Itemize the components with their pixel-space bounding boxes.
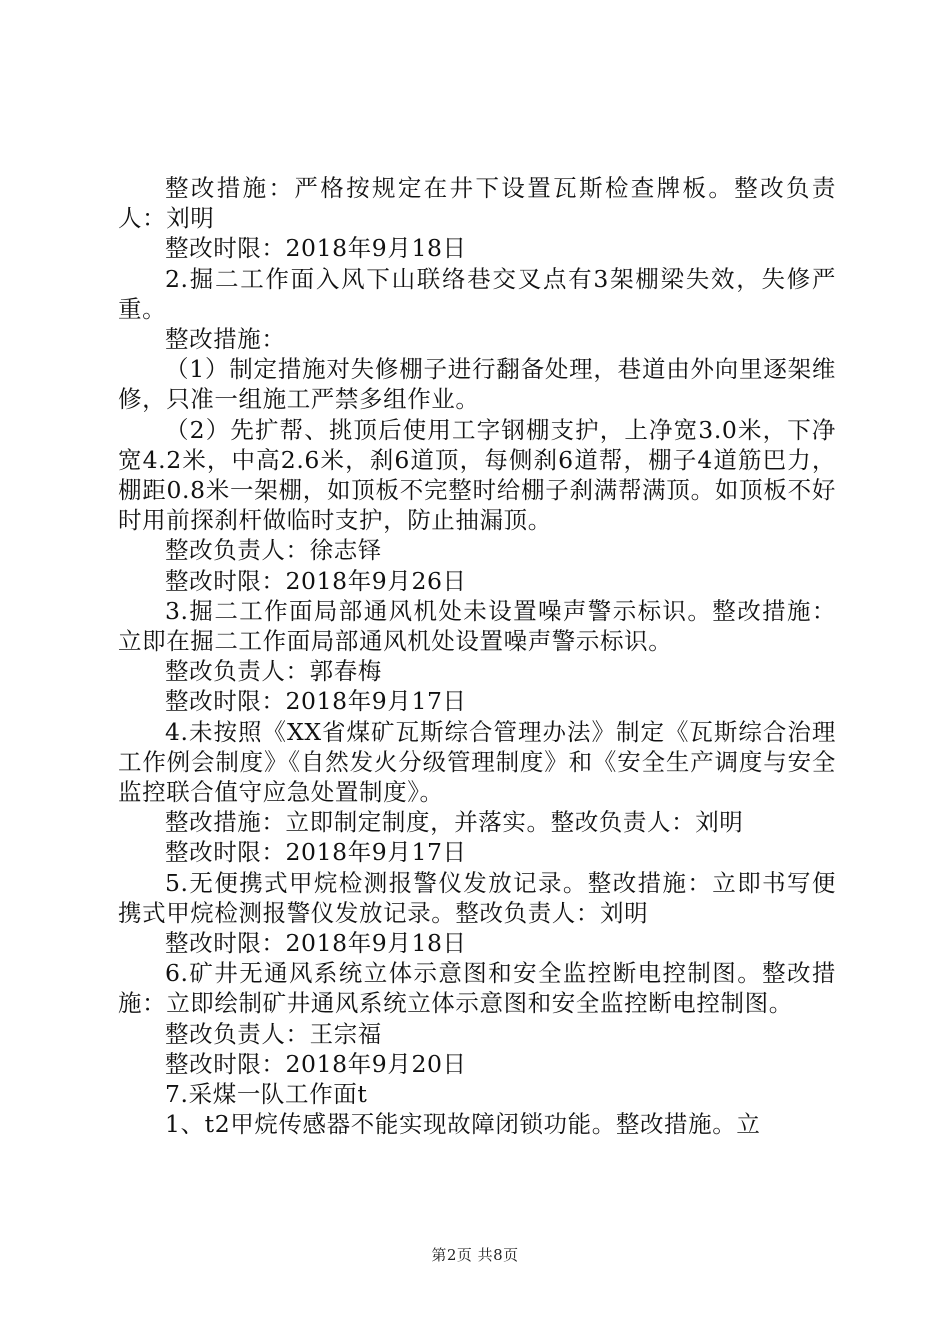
paragraph-measures-heading: 整改措施： bbox=[165, 325, 286, 354]
page-footer: 第2页 共8页 bbox=[431, 1246, 519, 1264]
paragraph-item-6: 6.矿井无通风系统立体示意图和安全监控断电控制图。整改措施：立即绘制矿井通风系统立体示意图和安全监控断电控制图。 bbox=[118, 959, 836, 1018]
paragraph-item-7-sub-1: 1、t2甲烷传感器不能实现故障闭锁功能。整改措施。立 bbox=[165, 1110, 761, 1139]
paragraph-item-3: 3.掘二工作面局部通风机处未设置噪声警示标识。整改措施：立即在掘二工作面局部通风机处设置噪声警示标识。 bbox=[118, 596, 836, 656]
paragraph-deadline: 整改时限：2018年9月18日 bbox=[165, 929, 467, 958]
paragraph-measure-2: （2）先扩帮、挑顶后使用工字钢棚支护，上净宽3.0米，下净宽4.2米，中高2.6米，刹6道顶，每侧刹6道帮，棚子4道筋巴力，棚距0.8米一架棚，如顶板不完整时给棚子刹满帮满顶。如顶板不好时用前探刹杆做临时支护，防止抽漏顶。 bbox=[118, 415, 836, 535]
paragraph-measure-1: （1）制定措施对失修棚子进行翻备处理，巷道由外向里逐架维修，只准一组施工严禁多组作业。 bbox=[118, 355, 836, 414]
paragraph-responsible: 整改负责人：郭春梅 bbox=[165, 657, 382, 686]
paragraph-item-7: 7.采煤一队工作面t bbox=[165, 1080, 368, 1109]
document-body bbox=[118, 173, 836, 1140]
paragraph-item-5: 5.无便携式甲烷检测报警仪发放记录。整改措施：立即书写便携式甲烷检测报警仪发放记录。整改负责人：刘明 bbox=[118, 868, 836, 927]
paragraph-item-2: 2.掘二工作面入风下山联络巷交叉点有3架棚梁失效，失修严重。 bbox=[118, 264, 836, 323]
paragraph-deadline: 整改时限：2018年9月20日 bbox=[165, 1049, 467, 1078]
paragraph-responsible: 整改负责人：徐志铎 bbox=[165, 536, 382, 565]
paragraph-item-4: 4.未按照《XX省煤矿瓦斯综合管理办法》制定《瓦斯综合治理工作例会制度》《自然发火分级管理制度》和《安全生产调度与安全监控联合值守应急处置制度》。 bbox=[118, 717, 836, 807]
paragraph-deadline: 整改时限：2018年9月17日 bbox=[165, 687, 467, 716]
paragraph-responsible: 整改负责人：王宗福 bbox=[165, 1019, 382, 1048]
paragraph-measure-responsible: 整改措施：立即制定制度，并落实。整改负责人：刘明 bbox=[165, 808, 744, 837]
paragraph-deadline: 整改时限：2018年9月17日 bbox=[165, 838, 467, 867]
paragraph-deadline: 整改时限：2018年9月26日 bbox=[165, 566, 467, 595]
paragraph-deadline: 整改时限：2018年9月18日 bbox=[165, 234, 467, 263]
paragraph-gas-board-measure: 整改措施：严格按规定在井下设置瓦斯检查牌板。整改负责人：刘明 bbox=[118, 174, 836, 233]
